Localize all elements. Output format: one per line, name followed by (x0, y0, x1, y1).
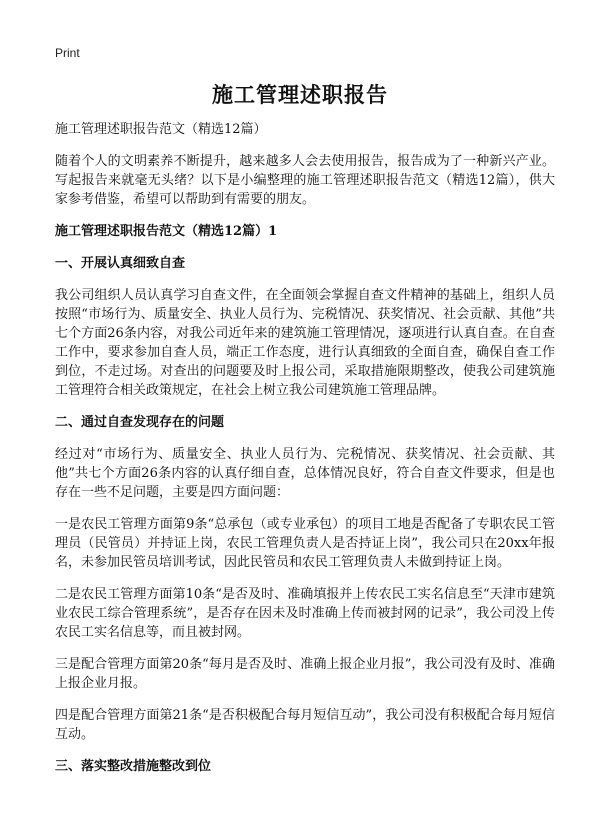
problem-item-1: 一是农民工管理方面第9条“总承包（或专业承包）的项目工地是否配备了专职农民工管理员（民管员）并持证上岗，农民工管理负责人是否持证上岗”，我公司只在20xx年报名，未参加民管员培训考试，因此民管员和农民工管理负责人未做到持证上岗。 (55, 517, 555, 570)
problem-item-2: 二是农民工管理方面第10条“是否及时、准确填报并上传农民工实名信息至“天津市建筑业农民工综合管理系统”，是否存在因未及时准确上传而被封网的记录”，我公司没上传农民工实名信息等，而且被封网。 (55, 587, 555, 640)
part3-heading: 三、落实整改措施整改到位 (55, 759, 212, 774)
part1-paragraph: 我公司组织人员认真学习自查文件，在全面领会掌握自查文件精神的基础上，组织人员按照“市场行为、质量安全、执业人员行为、完税情况、获奖情况、社会贡献、其他”共七个方面26条内容，对我公司近年来的建筑施工管理情况，逐项进行认真自查。在自查工作中，要求参加自查人员，端正工作态度，进行认真细致的全面自查，确保自查工作到位，不走过场。对查出的问题要及时上报公司，采取措施限期整改，使我公司建筑施工管理符合相关政策规定，在社会上树立我公司建筑施工管理品牌。 (55, 288, 555, 398)
document-subtitle: 施工管理述职报告范文（精选12篇） (55, 122, 267, 137)
document-title: 施工管理述职报告 (212, 82, 388, 107)
part2-heading: 二、通过自查发现存在的问题 (55, 415, 225, 430)
intro-paragraph: 随着个人的文明素养不断提升，越来越多人会去使用报告，报告成为了一种新兴产业。写起报告来就毫无头绪？以下是小编整理的施工管理述职报告范文（精选12篇），供大家参考借鉴，希望可以帮助到有需要的朋友。 (55, 154, 555, 207)
print-link[interactable]: Print (55, 46, 80, 60)
problem-item-4: 四是配合管理方面第21条“是否积极配合每月短信互动”，我公司没有积极配合每月短信互动。 (55, 708, 555, 742)
problem-item-3: 三是配合管理方面第20条“每月是否及时、准确上报企业月报”，我公司没有及时、准确上报企业月报。 (55, 657, 555, 691)
part2-paragraph: 经过对“市场行为、质量安全、执业人员行为、完税情况、获奖情况、社会贡献、其他”共七个方面26条内容的认真仔细自查，总体情况良好，符合自查文件要求，但是也存在一些不足问题，主要是四方面问题： (55, 447, 555, 500)
document-body (55, 120, 555, 789)
part1-heading: 一、开展认真细致自查 (55, 256, 186, 271)
section-heading: 施工管理述职报告范文（精选12篇）1 (55, 224, 278, 239)
